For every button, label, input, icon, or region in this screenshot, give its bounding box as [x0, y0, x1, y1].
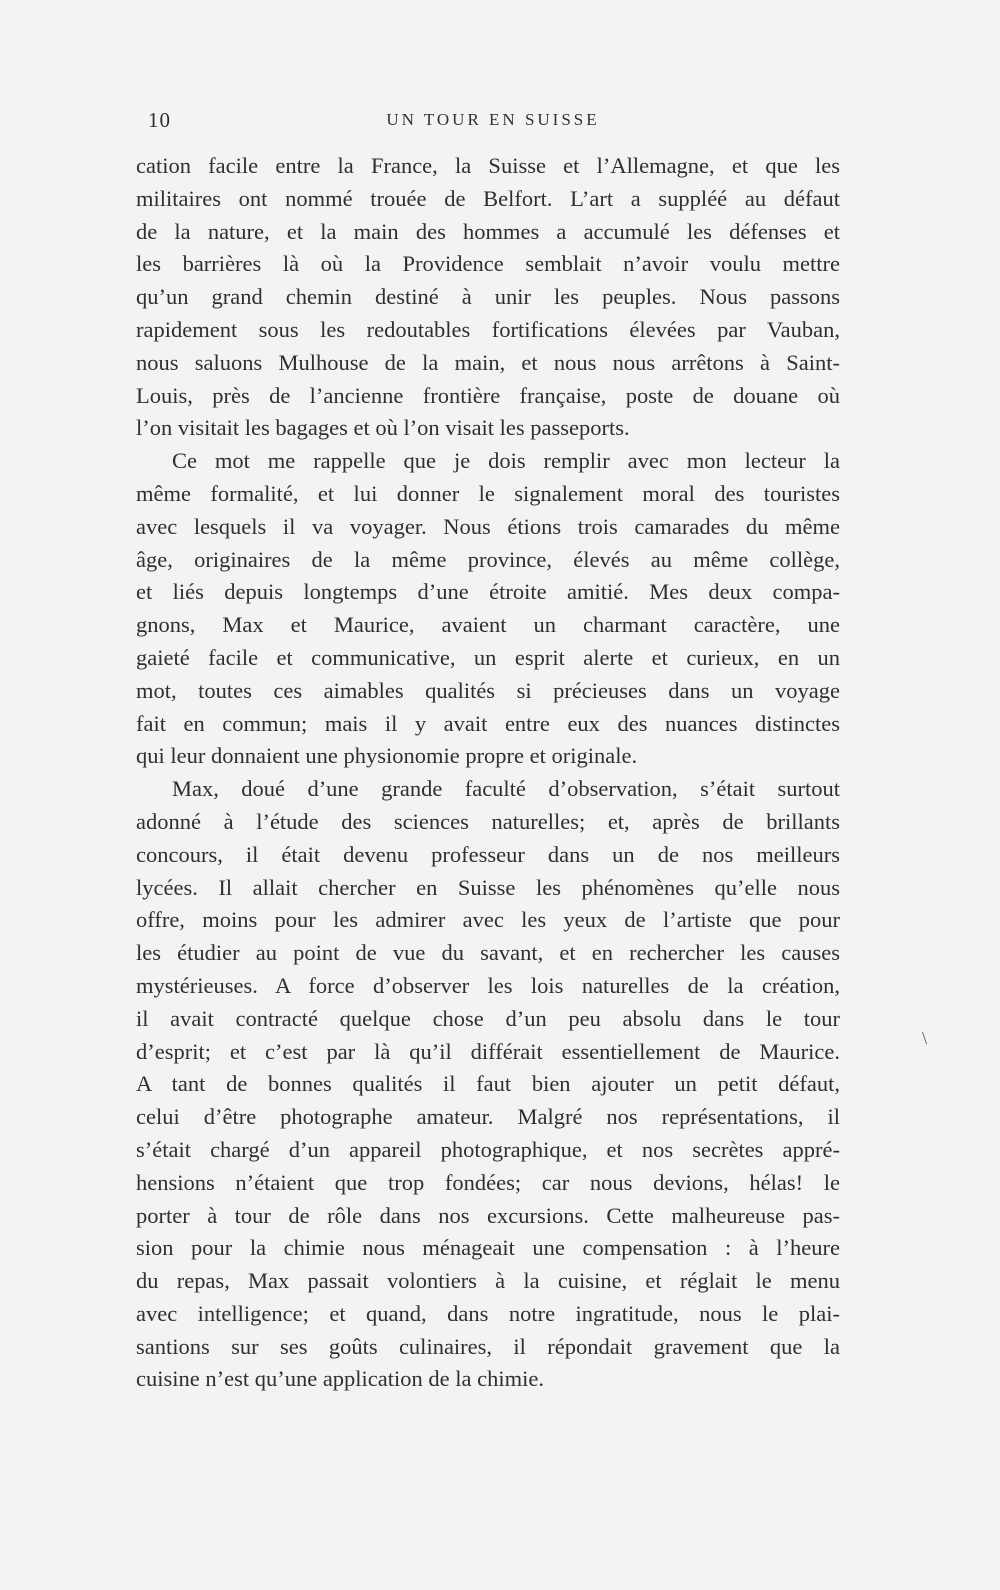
text-line: concours, il était devenu professeur dans un de nos meilleurs: [136, 841, 840, 867]
text-line: militaires ont nommé trouée de Belfort. L’art a suppléé au défaut: [136, 185, 840, 211]
text-line: gaieté facile et communicative, un esprit alerte et curieux, en un: [136, 644, 840, 670]
text-line: sion pour la chimie nous ménageait une compensation : à l’heure: [136, 1235, 840, 1261]
text-line: s’était chargé d’un appareil photographique, et nos secrètes appré-: [136, 1136, 840, 1162]
text-line: avec intelligence; et quand, dans notre ingratitude, nous le plai-: [136, 1300, 840, 1326]
text-line: l’on visitait les bagages et où l’on visait les passeports.: [136, 415, 630, 441]
running-title: UN TOUR EN SUISSE: [386, 110, 600, 129]
text-line: fait en commun; mais il y avait entre eux des nuances distinctes: [136, 710, 840, 736]
text-line: même formalité, et lui donner le signalement moral des touristes: [136, 480, 840, 506]
text-line: santions sur ses goûts culinaires, il répondait gravement que la: [136, 1333, 840, 1359]
text-line: du repas, Max passait volontiers à la cuisine, et réglait le menu: [136, 1268, 840, 1294]
text-line: Louis, près de l’ancienne frontière française, poste de douane où: [136, 382, 840, 408]
text-line: nous saluons Mulhouse de la main, et nous nous arrêtons à Saint-: [136, 349, 840, 375]
text-line: Max, doué d’une grande faculté d’observation, s’était surtout: [172, 776, 840, 802]
text-line: mystérieuses. A force d’observer les lois naturelles de la création,: [136, 972, 840, 998]
text-line: rapidement sous les redoutables fortifications élevées par Vauban,: [136, 316, 840, 342]
text-line: les barrières là où la Providence semblait n’avoir voulu mettre: [136, 251, 840, 277]
text-line: d’esprit; et c’est par là qu’il différait essentiellement de Maurice.: [136, 1038, 840, 1064]
text-line: âge, originaires de la même province, élevés au même collège,: [136, 546, 840, 572]
text-line: offre, moins pour les admirer avec les yeux de l’artiste que pour: [136, 907, 840, 933]
text-line: Ce mot me rappelle que je dois remplir avec mon lecteur la: [172, 448, 840, 474]
text-line: adonné à l’étude des sciences naturelles; et, après de brillants: [136, 808, 840, 834]
text-line: de la nature, et la main des hommes a accumulé les défenses et: [136, 218, 840, 244]
text-line: gnons, Max et Maurice, avaient un charmant caractère, une: [136, 612, 840, 638]
text-line: mot, toutes ces aimables qualités si précieuses dans un voyage: [136, 677, 840, 703]
text-line: cuisine n’est qu’une application de la chimie.: [136, 1366, 544, 1392]
text-line: cation facile entre la France, la Suisse et l’Allemagne, et que les: [136, 153, 840, 178]
text-line: A tant de bonnes qualités il faut bien ajouter un petit défaut,: [136, 1071, 840, 1097]
text-line: hensions n’étaient que trop fondées; car nous devions, hélas! le: [136, 1169, 840, 1195]
text-line: il avait contracté quelque chose d’un peu absolu dans le tour: [136, 1005, 840, 1031]
text-line: lycées. Il allait chercher en Suisse les phénomènes qu’elle nous: [136, 874, 840, 900]
text-line: les étudier au point de vue du savant, et en rechercher les causes: [136, 940, 840, 966]
text-line: qu’un grand chemin destiné à unir les peuples. Nous passons: [136, 284, 840, 310]
text-line: et liés depuis longtemps d’une étroite amitié. Mes deux compa-: [136, 579, 840, 605]
text-line: celui d’être photographe amateur. Malgré nos représentations, il: [136, 1104, 840, 1130]
page-number: 10: [148, 108, 171, 132]
text-line: porter à tour de rôle dans nos excursions. Cette malheureuse pas-: [136, 1202, 840, 1228]
page-header: [148, 108, 838, 138]
margin-mark: \: [922, 1028, 928, 1048]
text-line: qui leur donnaient une physionomie propre et originale.: [136, 743, 638, 769]
body-text: [136, 150, 840, 1396]
text-line: avec lesquels il va voyager. Nous étions trois camarades du même: [136, 513, 840, 539]
